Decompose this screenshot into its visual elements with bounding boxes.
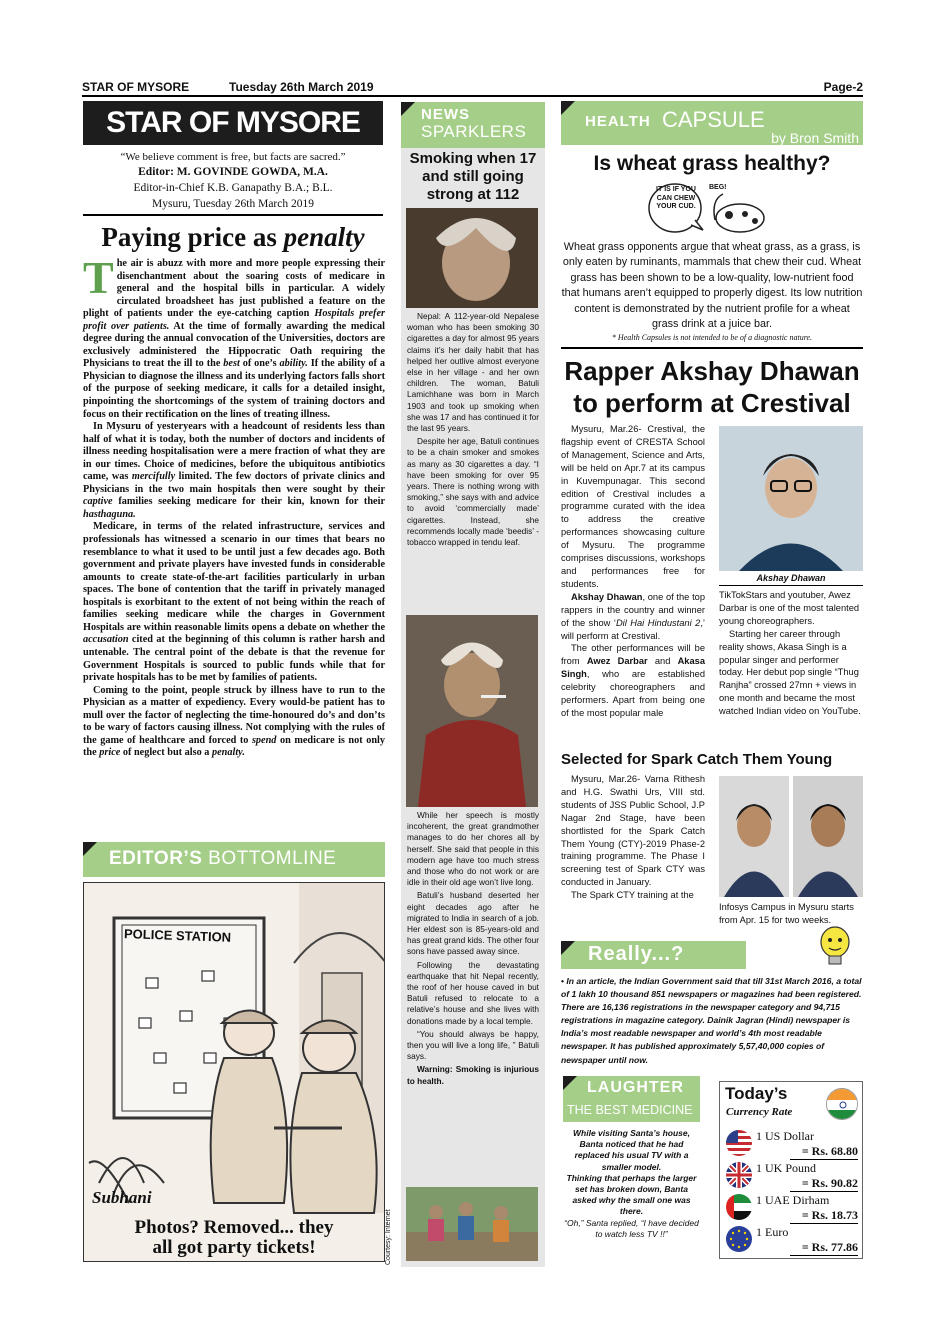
cartoon-sign: POLICE STATION [123, 926, 232, 945]
page-header [82, 79, 863, 97]
rapper-text-2: TikTokStars and youtuber, Awez Darbar is one of the most talented young choreographers. Starting her career through reality shows, Akasa Singh is a popular singer and performer today. Her debut pop single “Thug Ranjha” crossed 27mn + views in one month and became the most watched Indian video on YouTube. [719, 590, 861, 717]
news-sparklers-banner: NEWS SPARKLERS [401, 102, 545, 148]
cartoon-caption: Photos? Removed... they all got party tickets! [134, 1217, 334, 1258]
editorial-body: The air is abuzz with more and more people expressing their disenchantment about the soaring costs of medicare in general and the hospital bills in particular. A widely circulated broadsheet has just published a feature on the plight of patients under the eye-catching caption Hospitals prefer profit over patients. At the time of formally awarding the medical degree during the annual convocation of the Universities, doctors are exclusively administered the Hippocratic Oath requiring the Physicians to treat the ill to the best of one’s ability. If the ability of a Physician to diagnose the illness and its underlying factors falls short of the purpose of seeking medicare, it calls for a detailed insight, pinpointing the shortcomings of the system of training doctors and focus on their rectification on the lines of treating illness. In Mysuru of yesteryears with a headcount of residents less than half of what it is today, both the number of doctors and incidents of illness needing hospitalisation were a mere fraction of what they are in our times. Choice of medicines, before the ubiquitous antibiotics came, was mercifully limited. The few doctors of private clinics and Physicians in the two main hospitals then were sought by their captive families seeking medicare for their kin, known for their hasthaguna. Medicare, in terms of the related infrastructure, services and professionals has witnessed a scenario in our times that bears no resemblance to what it used to be until just a few decades ago. Both government and private players have invested funds in considerable amounts to create state-of-the-art facilities particularly in urban spaces. The bone of contention that the tariff in privately managed hospitals is exorbitant to the extent of not being within the reach of families seeking medicare while the charges in Government Hospitals are within reasonable limits opens a debate on whether the accusation cited at the beginning of this column is rather harsh and untenable. The central point of the debate is that the revenue for Government Hospitals is sourced to public funds while that for private hospitals has to be met by families of patients. Coming to the point, people struck by illness have to run to the Physician as a matter of expediency. Every would-be patient has to mull over the factor of neglecting the time-honoured do’s and don’ts to be wary of factors causing illness. Not complying with the rules of the game of healthcare and forced to spend on medicare is not only the price of neglect but also a penalty. [83, 252, 386, 759]
cartoon-bubble-2: BEG! [709, 184, 727, 191]
divider [83, 214, 383, 216]
currency-row-gbp: 1 UK Pound = Rs. 90.82 [724, 1160, 860, 1191]
health-headline: Is wheat grass healthy? [593, 152, 831, 175]
courtesy-credit: Courtesy: Internet [385, 1209, 392, 1265]
masthead-editor: Editor: M. GOVINDE GOWDA, M.A. [138, 166, 328, 178]
currency-subtitle: Currency Rate [726, 1106, 793, 1118]
bottomline-cartoon [83, 882, 385, 1262]
currency-rate-box [719, 1081, 863, 1259]
masthead-title: STAR OF MYSORE [83, 101, 383, 145]
masthead-motto: “We believe comment is free, but facts are sacred.” [120, 151, 346, 163]
cartoon-signature: Subhani [92, 1188, 152, 1207]
uae-flag-icon [726, 1194, 752, 1220]
really-banner: Really...? [561, 941, 746, 969]
photo-akshay-dhawan [719, 426, 863, 571]
lightbulb-icon [813, 924, 857, 970]
rapper-headline: Rapper Akshay Dhawan to perform at Crestival [564, 356, 860, 418]
spark-text-1: Mysuru, Mar.26- Varna Rithesh and H.G. Swathi Urs, VIII std. students of JSS Public School, J.P Nagar 2nd Stage, have been shortlisted for the Spark Catch Them Young (CTY)-2019 Phase-2 training programme. The Phase I screening test of Spark CTY was conducted in January. The Spark CTY training at the [561, 774, 705, 901]
editorial-title: Paying price as penalty [101, 222, 365, 252]
currency-title: Today’s [725, 1084, 788, 1103]
bottomline-banner: EDITOR’S BOTTOMLINE [83, 842, 385, 877]
eu-flag-icon [726, 1226, 752, 1252]
header-page-number: Page-2 [823, 80, 863, 94]
news-text-1: Nepal: A 112-year-old Nepalese woman who has been smoking 30 cigarettes a day for almost 95 years claims it’s her daily habit that has helped her outlive almost everyone else in her village - and her own children. The woman, Batuli Lamichhane was born in March 1903 and took up smoking when she was 17 and has continued it for the last 95 years. Despite her age, Batuli continues to be a chain smoker and smokes as many as 30 cigarettes a day. “I have been smoking for over 95 years. There is nothing wrong with smoking,” she says with and advice to avoid ‘commercially made’ cigarettes. Instead, she recommends locally made ‘beedis’ - tobacco wrapped in tendu leaf. [407, 311, 539, 548]
photo-woman-portrait [406, 208, 538, 308]
header-paper-name: STAR OF MYSORE [82, 80, 190, 94]
rapper-text-1: Mysuru, Mar.26- Crestival, the flagship event of CRESTA School of Management, Science and Arts, will be held on Apr.7 at its campus in Kuvempunagar. This second edition of Crestival includes a programme curated with the idea to address the creative performances showcasing culture of Mysuru. The programme comprises discussions, workshops and performances free for students. Akshay Dhawan, one of the top rappers in the country and winner of the show ‘Dil Hai Hindustani 2,’ will perform at Crestival. The other performances will be from Awez Darbar and Akasa Singh, who are established celebrity choreographers and performers. Apart from being one of the most popular male [561, 424, 705, 718]
really-text: • In an article, the Indian Government said that till 31st March 2016, a total of 1 lakh 10 thousand 851 newspapers or magazines had been registered. There are 16,136 registrations in the newspaper category and 94,715 registrations in magazine category. Dainik Jagran (Hindi) newspaper is India’s most readable newspaper and world’s 4th most readable newspaper. It has published approximately 5,57,40,000 copies of newspaper until now. [561, 976, 862, 1065]
spark-headline: Selected for Spark Catch Them Young [561, 751, 833, 768]
laughter-text: While visiting Santa’s house, Banta noticed that he had replaced his usual TV with a smaller model. Thinking that perhaps the larger set has broken down, Banta asked why the small one was there. “Oh,” Santa replied, “I have decided to watch less TV !!” [564, 1128, 699, 1239]
masthead-dateline: Mysuru, Tuesday 26th March 2019 [152, 198, 314, 210]
health-capsule-banner: HEALTH CAPSULE by Bron Smith [561, 101, 863, 145]
health-text: Wheat grass opponents argue that wheat grass, as a grass, is only eaten by ruminants, mammals that chew their cud. Wheat grass has been shown to be a low-quality, low-nutrient food that humans aren’t equipped to properly digest. Its low nutrition content is demonstrated by the nutrient profile for a wheat grass drink at a juice bar. [561, 241, 863, 331]
news-text-2: While her speech is mostly incoherent, the great grandmother manages to do her chores all by herself. She said that people in this modern age have too much stress and those who do not work or are idle in their old age won’t live long. Batuli’s husband deserted her eight decades ago after he migrated to India in search of a job. Her eldest son is 85-years-old and has great grand kids. The other four sons have passed away since. Following the devastating earthquake that hit Nepal recently, the roof of her house caved in but Batuli refused to relocate to a relative’s house and she lives with donations made by a local temple. “You should always be happy, then you will live a long life, ” Batuli says. Warning: Smoking is injurious to health. [407, 810, 539, 1086]
news-headline: Smoking when 17 and still going strong at 112 [409, 150, 537, 203]
header-date: Tuesday 26th March 2019 [229, 80, 374, 94]
currency-row-usd: 1 US Dollar = Rs. 68.80 [724, 1128, 860, 1159]
health-cartoon [645, 180, 775, 236]
photo-caption: Akshay Dhawan [719, 573, 863, 586]
photo-student-2 [793, 776, 863, 897]
health-disclaimer: * Health Capsules is not intended to be of a diagnostic nature. [611, 333, 813, 342]
photo-student-1 [719, 776, 789, 897]
india-flag-icon [826, 1088, 858, 1120]
dropcap: T [83, 252, 114, 303]
laughter-banner: LAUGHTER THE BEST MEDICINE [563, 1076, 700, 1122]
currency-row-aed: 1 UAE Dirham = Rs. 18.73 [724, 1192, 860, 1223]
currency-row-eur: 1 Euro = Rs. 77.86 [724, 1224, 860, 1255]
photo-family [406, 1187, 538, 1261]
spark-text-2: Infosys Campus in Mysuru starts from Apr. 15 for two weeks. [719, 902, 854, 925]
cartoon-bubble-text: IT IS IF YOU CAN CHEW YOUR CUD. [656, 186, 696, 210]
divider [561, 347, 863, 349]
masthead-editor-in-chief: Editor-in-Chief K.B. Ganapathy B.A.; B.L. [133, 182, 333, 194]
us-flag-icon [726, 1130, 752, 1156]
photo-woman-smoking [406, 615, 538, 807]
uk-flag-icon [726, 1162, 752, 1188]
